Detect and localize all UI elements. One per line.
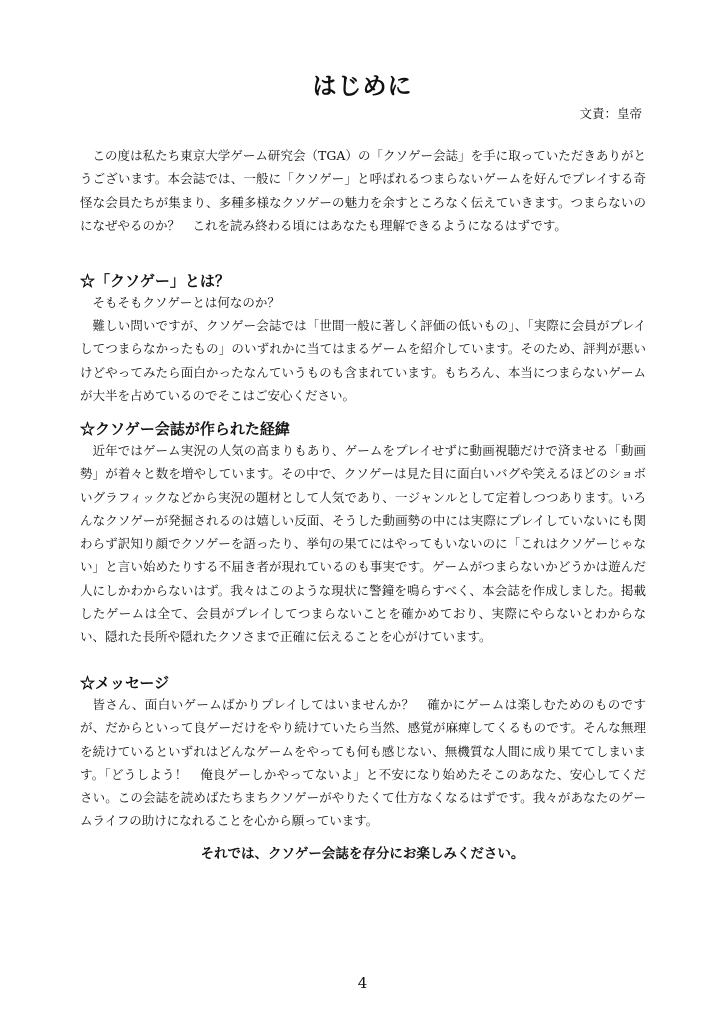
page-number: 4 <box>357 974 368 992</box>
section-subtitle: そもそもクソゲーとは何なのか？ <box>92 295 280 310</box>
closing-line: それでは、クソゲー会誌を存分にお楽しみください。 <box>200 846 525 862</box>
author-credit: 文責：皇帝 <box>579 106 642 121</box>
section-heading-what-is-kusoge: ☆「クソゲー」とは？ <box>80 272 230 290</box>
section-body-background: 近年ではゲーム実況の人気の高まりもあり、ゲームをプレイせずに動画視聴だけで済ませる「動画勢」が着々と数を増やしています。その中で、クソゲーは見た目に面白いバグや笑えるほどのショボいグラフィックなどから実況の題材として人気であり、一ジャンルとして定着しつつあります。いろんなクソゲーが発掘されるのは嬉しい反面、そうした動画勢の中には実際にプレイしていないにも関わらず訳知り顔でクソゲーを語ったり、挙句の果てにはやってもいないのに「これはクソゲーじゃない」と言い始めたりする不届き者が現れているのも事実です。ゲームがつまらないかどうかは遊んだ人にしかわからないはず。我々はこのような現状に警鐘を鳴らすべく、本会誌を作成しました。掲載したゲームは全て、会員がプレイしてつまらないことを確かめており、実際にやらないとわからない、隠れた長所や隠れたクソさまで正確に伝えることを心がけています。 <box>80 443 646 645</box>
section-heading-background: ☆クソゲー会誌が作られた経緯 <box>80 420 290 438</box>
section-body-message: 皆さん、面白いゲームばかりプレイしてはいませんか？ 確かにゲームは楽しむためのものですが、だからといって良ゲーだけをやり続けていたら当然、感覚が麻痺してくるものです。そんな無理を続けているといずれはどんなゲームをやっても何も感じない、無機質な人間に成り果ててしまいます。「どうしよう！ 俺良ゲーしかやってないよ」と不安になり始めたそこのあなた、安心してください。この会誌を読めばたちまちクソゲーがやりたくて仕方なくなるはずです。我々があなたのゲームライフの助けになれることを心から願っています。 <box>80 697 646 829</box>
intro-paragraph: この度は私たち東京大学ゲーム研究会（TGA）の「クソゲー会誌」を手に取っていただきありがとうございます。本会誌では、一般に「クソゲー」と呼ばれるつまらないゲームを好んでプレイする奇怪な会員たちが集まり、多種多様なクソゲーの魅力を余すところなく伝えていきます。つまらないのになぜやるのか？ これを読み終わる頃にはあなたも理解できるようになるはずです。 <box>80 148 646 233</box>
section-heading-message: ☆メッセージ <box>80 674 170 692</box>
section-body-what-is-kusoge: 難しい問いですが、クソゲー会誌では「世間一般に著しく評価の低いもの」、「実際に会員がプレイしてつまらなかったもの」のいずれかに当てはまるゲームを紹介しています。そのため、評判が悪いけどやってみたら面白かったなんていうものも含まれています。もちろん、本当につまらないゲームが大半を占めているのでそこはご安心ください。 <box>80 318 646 403</box>
page-title: はじめに <box>312 71 413 100</box>
